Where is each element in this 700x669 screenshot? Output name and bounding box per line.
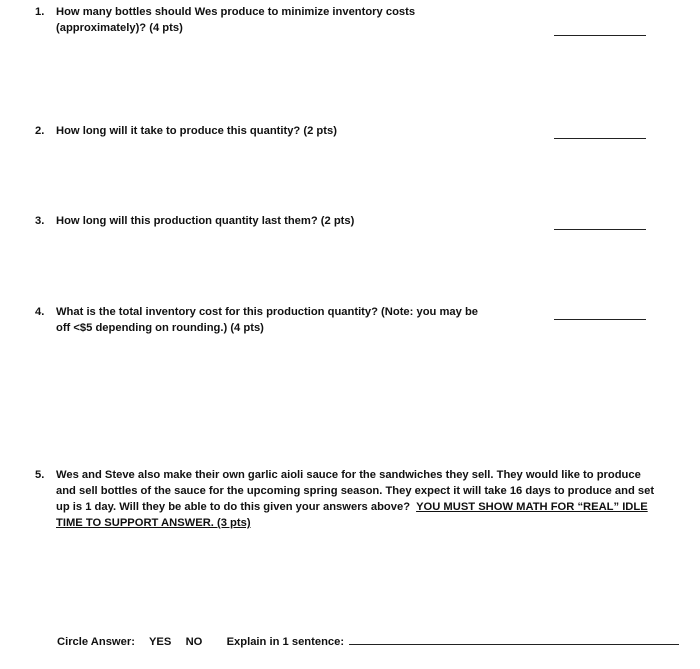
emphasis-instruction-cont: TIME TO SUPPORT ANSWER. (3 pts) bbox=[56, 517, 251, 529]
question-number: 2. bbox=[35, 125, 45, 137]
question-line: (approximately)? (4 pts) bbox=[56, 22, 183, 34]
question-line: off <$5 depending on rounding.) (4 pts) bbox=[56, 322, 264, 334]
answer-blank-1[interactable] bbox=[554, 35, 646, 36]
question-text bbox=[56, 213, 354, 229]
question-text bbox=[56, 304, 478, 336]
question-line: and sell bottles of the sauce for the upcoming spring season. They expect it will take 16 days to produce and set bbox=[56, 485, 655, 497]
emphasis-instruction: YOU MUST SHOW MATH FOR “REAL” IDLE bbox=[416, 501, 648, 513]
answer-blank-2[interactable] bbox=[554, 138, 646, 139]
question-line: How long will it take to produce this quantity? (2 pts) bbox=[56, 125, 337, 137]
question-line-text: up is 1 day. Will they be able to do this given your answers above? bbox=[56, 501, 411, 513]
question-number: 1. bbox=[35, 6, 45, 18]
question-text bbox=[56, 4, 415, 36]
no-option[interactable]: NO bbox=[185, 636, 203, 648]
question-number: 4. bbox=[35, 306, 45, 318]
question-line: How many bottles should Wes produce to minimize inventory costs bbox=[56, 6, 416, 18]
yes-option[interactable]: YES bbox=[148, 636, 172, 648]
question-text bbox=[56, 123, 337, 139]
question-text bbox=[56, 467, 654, 531]
explain-answer-blank[interactable] bbox=[349, 633, 679, 645]
question-line bbox=[56, 499, 654, 515]
question-line: Wes and Steve also make their own garlic aioli sauce for the sandwiches they sell. They would like to produce bbox=[56, 469, 641, 481]
answer-blank-3[interactable] bbox=[554, 229, 646, 230]
circle-answer-row bbox=[57, 633, 679, 650]
question-line: What is the total inventory cost for this production quantity? (Note: you may be bbox=[56, 306, 479, 318]
question-line: How long will this production quantity last them? (2 pts) bbox=[56, 215, 355, 227]
question-number: 5. bbox=[35, 469, 45, 481]
answer-blank-4[interactable] bbox=[554, 319, 646, 320]
question-number: 3. bbox=[35, 215, 45, 227]
explain-label: Explain in 1 sentence: bbox=[226, 636, 345, 648]
circle-answer-label: Circle Answer: bbox=[57, 636, 135, 648]
